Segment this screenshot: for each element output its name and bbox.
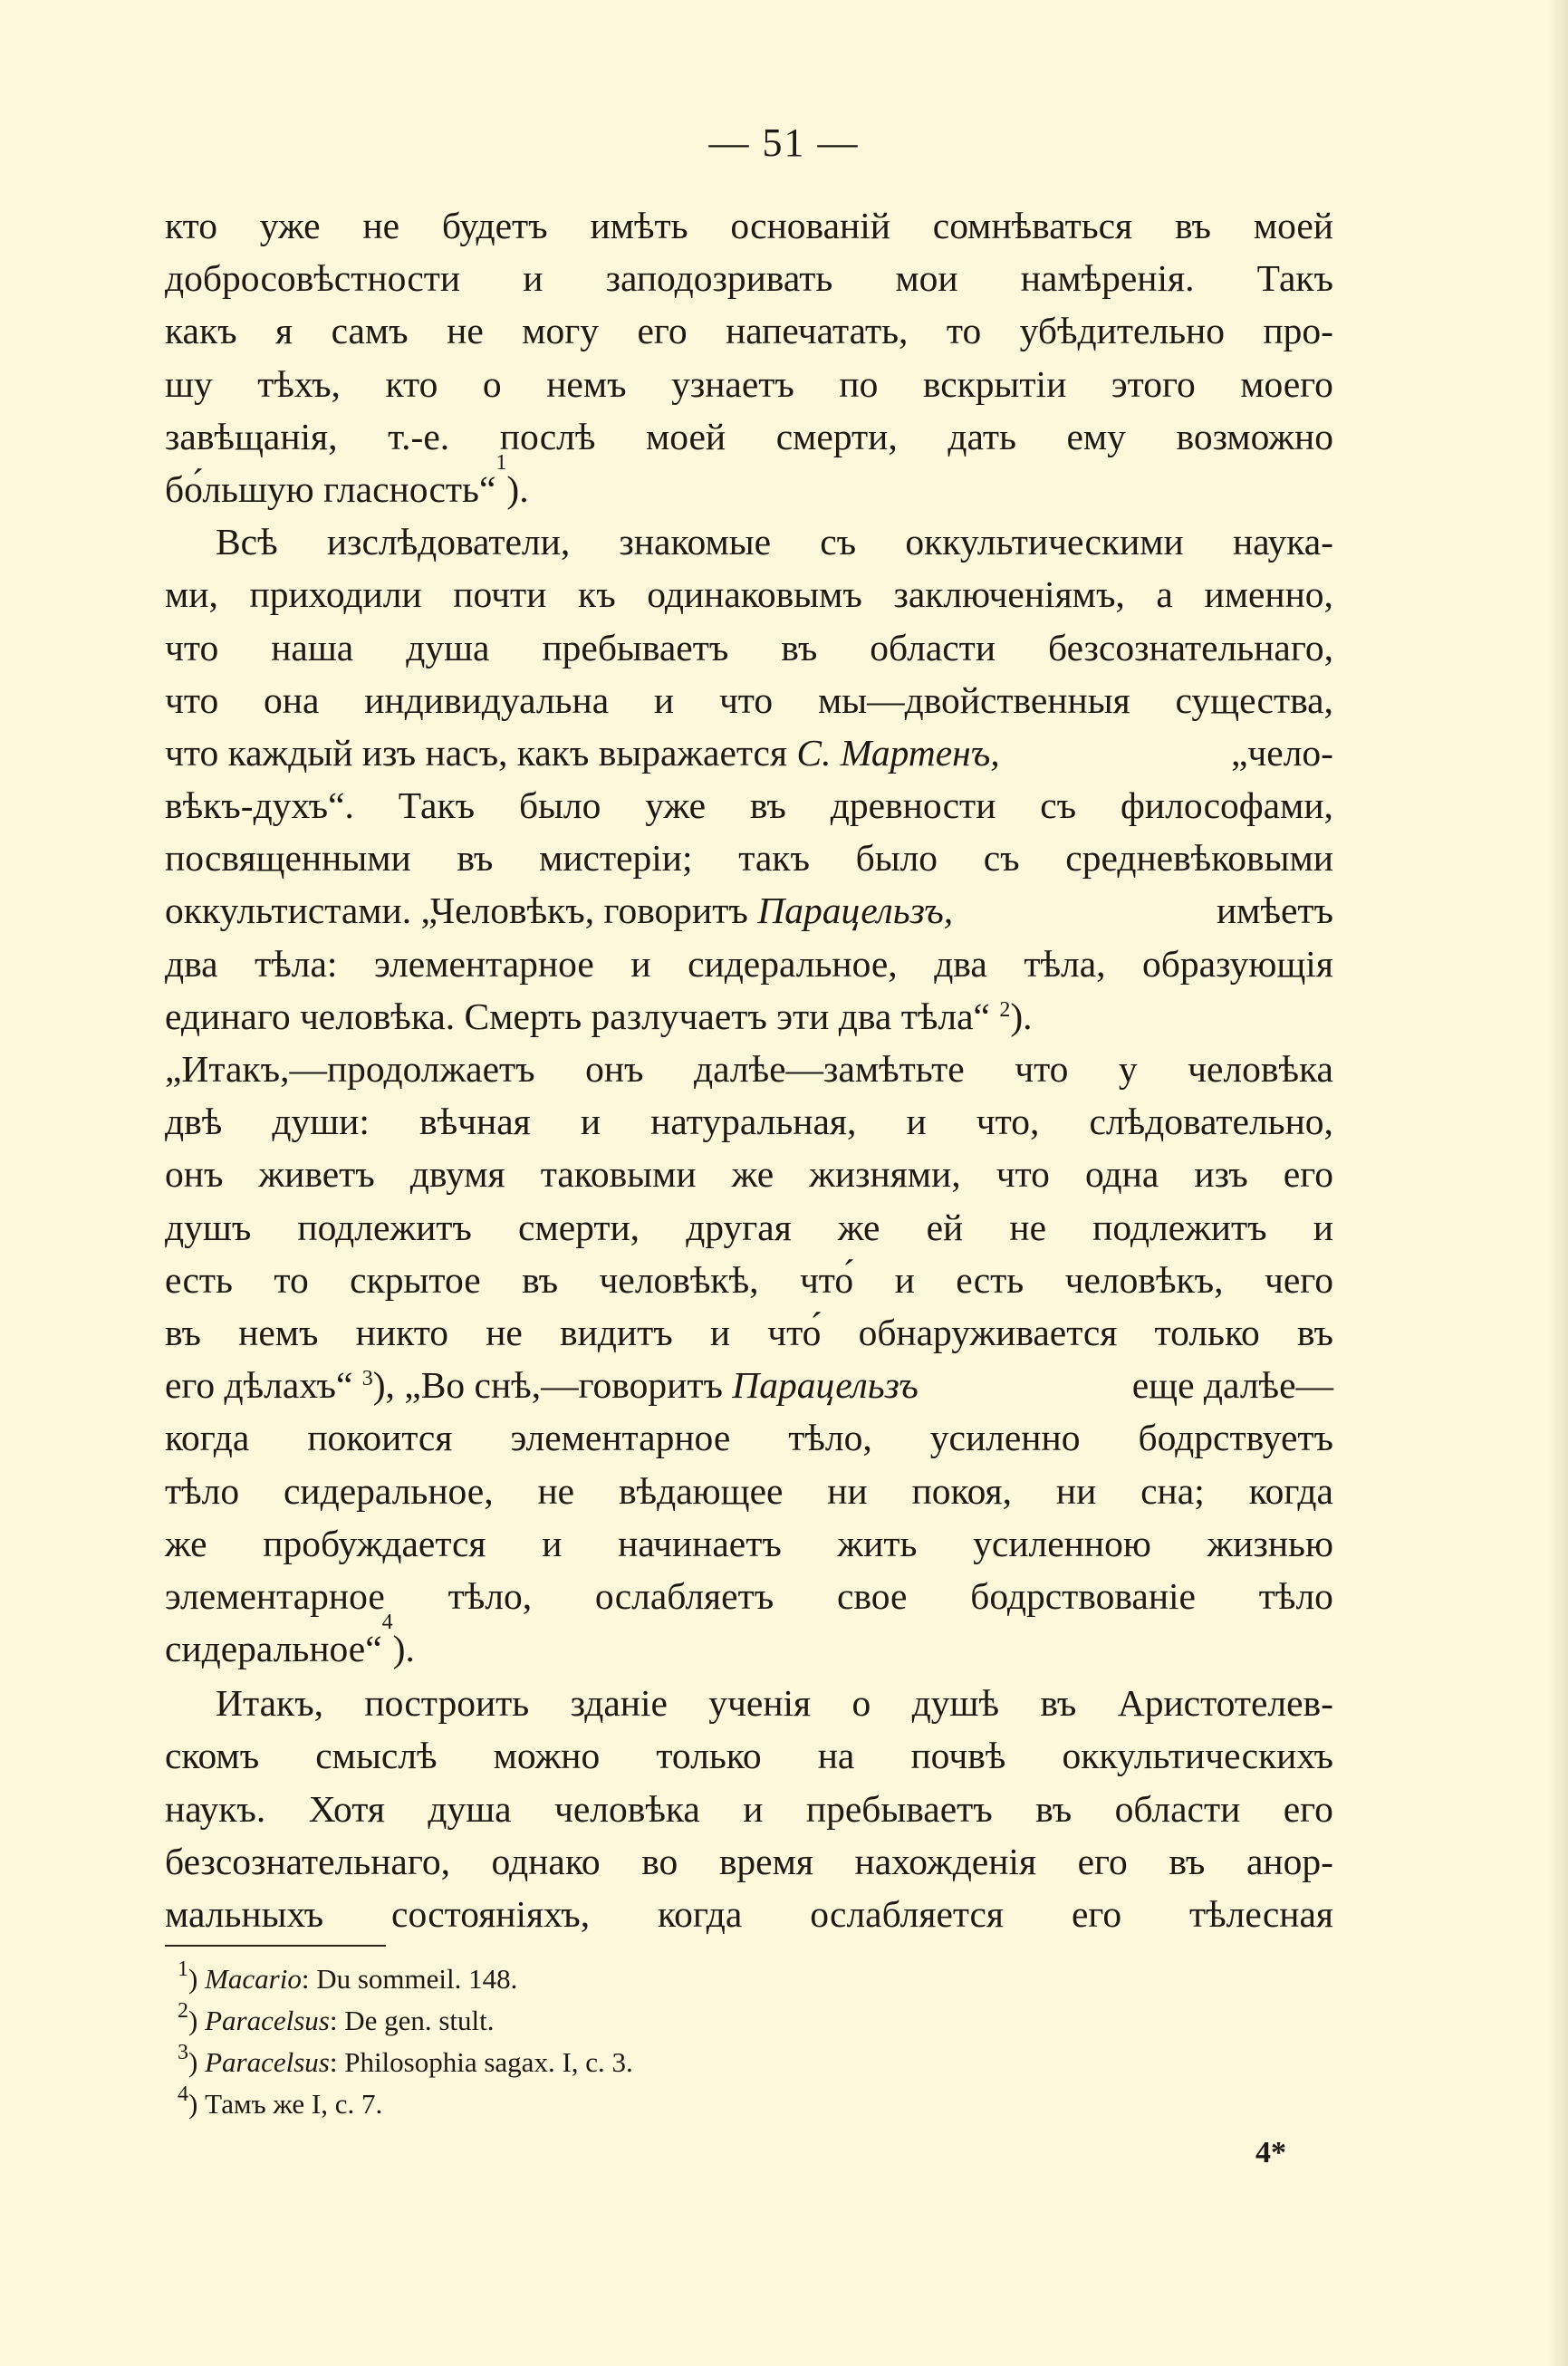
text-line: „Итакъ,—продолжаетъ онъ далѣе—замѣтьте что у человѣка bbox=[165, 1048, 1333, 1090]
text-line: наукъ. Хотя душа человѣка и пребываетъ въ области его bbox=[165, 1787, 1333, 1830]
text-line: двѣ души: вѣчная и натуральная, и что, слѣдовательно, bbox=[165, 1101, 1333, 1143]
text-line bbox=[165, 1359, 1333, 1411]
text-line: ми, приходили почти къ одинаковымъ заключеніямъ, а именно, bbox=[165, 573, 1333, 616]
footnote-ref: 4 bbox=[381, 1611, 393, 1635]
text-line: какъ я самъ не могу его напечатать, то убѣдительно про- bbox=[165, 310, 1333, 352]
text-line bbox=[165, 1611, 1333, 1675]
text-line: что наша душа пребываетъ въ области безсознательнаго, bbox=[165, 626, 1333, 668]
text-line: онъ живетъ двумя таковыми же жизнями, что одна изъ его bbox=[165, 1153, 1333, 1196]
footnote: $^4$) Тамъ же I, с. 7. bbox=[178, 2082, 383, 2120]
footnote-text: Тамъ же I, с. 7. bbox=[205, 2088, 383, 2120]
page-edge bbox=[1548, 0, 1568, 2366]
text-line: душъ подлежитъ смерти, другая же ей не подлежитъ и bbox=[165, 1206, 1333, 1248]
text-line: кто уже не будетъ имѣть основаній сомнѣваться въ моей bbox=[165, 205, 1333, 246]
footnote: $^1$) Macario: Du sommeil. 148. bbox=[178, 1957, 518, 1995]
text-line bbox=[165, 450, 1333, 515]
footnote-author: Macario bbox=[205, 1963, 302, 1995]
text-fragment: „чело- bbox=[1231, 731, 1333, 774]
text-line: добросовѣстности и заподозривать мои намѣренія. Такъ bbox=[165, 257, 1333, 300]
footnote-ref: 1 bbox=[495, 450, 507, 475]
text-line: въ немъ никто не видитъ и что́ обнаруживается только въ bbox=[165, 1311, 1333, 1353]
footnote-ref: 3 bbox=[361, 1367, 373, 1391]
author-name: Парацельзъ, bbox=[757, 890, 954, 932]
text-line: Всѣ изслѣдователи, знакомые съ оккультическими наука- bbox=[216, 521, 1333, 563]
author-name: С. Мартенъ, bbox=[796, 731, 1000, 774]
text-fragment: его дѣлахъ“ bbox=[165, 1364, 362, 1407]
text-line bbox=[165, 990, 1333, 1043]
footnote-text: : Philosophia sagax. I, c. 3. bbox=[329, 2046, 633, 2078]
text-fragment: имѣетъ bbox=[1216, 890, 1333, 932]
body-text bbox=[165, 199, 1333, 1940]
footnote-author: Paracelsus bbox=[205, 2046, 330, 2078]
text-line: тѣло сидеральное, не вѣдающее ни покоя, ни сна; когда bbox=[165, 1469, 1333, 1512]
text-line: же пробуждается и начинаетъ жить усиленною жизнью bbox=[165, 1522, 1333, 1564]
text-line: скомъ смыслѣ можно только на почвѣ оккультическихъ bbox=[165, 1735, 1333, 1777]
text-fragment: ), „Во снѣ,—говоритъ bbox=[372, 1364, 733, 1407]
text-line bbox=[165, 726, 1333, 779]
text-line: мальныхъ состояніяхъ, когда ослабляется его тѣлесная bbox=[165, 1893, 1333, 1935]
text-fragment: единаго человѣка. Смерть разлучаетъ эти два тѣла“ bbox=[165, 995, 1000, 1037]
footnote-ref: 2 bbox=[999, 997, 1011, 1022]
footnote-mark: 1 bbox=[178, 1957, 188, 1981]
footnote-mark: 3 bbox=[178, 2041, 188, 2064]
text-line: есть то скрытое въ человѣкѣ, что́ и есть человѣкъ, чего bbox=[165, 1258, 1333, 1301]
text-fragment: бо́льшую гласность“ bbox=[165, 467, 496, 510]
text-line: шу тѣхъ, кто о немъ узнаетъ по вскрытіи этого моего bbox=[165, 362, 1333, 405]
text-line: безсознательнаго, однако во время нахожденія его въ анор- bbox=[165, 1840, 1333, 1882]
footnote-mark: 2 bbox=[178, 1999, 188, 2023]
text-line bbox=[165, 884, 1333, 937]
text-fragment: ). bbox=[506, 467, 529, 510]
text-fragment: ). bbox=[1010, 995, 1033, 1037]
text-fragment: оккультистами. „Человѣкъ, говоритъ bbox=[165, 890, 758, 932]
footnote-author: Paracelsus bbox=[205, 2005, 330, 2036]
text-fragment: что каждый изъ насъ, какъ выражается bbox=[165, 731, 797, 774]
text-line: что она индивидуальна и что мы—двойственныя существа, bbox=[165, 678, 1333, 721]
text-line: вѣкъ-духъ“. Такъ было уже въ древности съ философами, bbox=[165, 784, 1333, 827]
text-line: когда покоится элементарное тѣло, усиленно бодрствуетъ bbox=[165, 1417, 1333, 1459]
footnote-mark: 4 bbox=[178, 2082, 188, 2106]
text-line: завѣщанія, т.-е. послѣ моей смерти, дать ему возможно bbox=[165, 415, 1333, 457]
text-line: Итакъ, построить зданіе ученія о душѣ въ Аристотелев- bbox=[216, 1682, 1333, 1725]
text-fragment: ). bbox=[392, 1628, 415, 1670]
author-name: Парацельзъ bbox=[732, 1364, 919, 1407]
text-fragment: еще далѣе— bbox=[1131, 1364, 1333, 1407]
footnote-text: : De gen. stult. bbox=[329, 2005, 495, 2036]
text-line: два тѣла: элементарное и сидеральное, два тѣла, образующія bbox=[165, 942, 1333, 985]
footnote: $^3$) Paracelsus: Philosophia sagax. I, c. 3. bbox=[178, 2041, 633, 2078]
footnote-divider bbox=[165, 1945, 386, 1947]
text-line: элементарное тѣло, ослабляетъ свое бодрствованіе тѣло bbox=[165, 1574, 1333, 1617]
footnotes bbox=[178, 1958, 633, 2125]
text-fragment: сидеральное“ bbox=[165, 1628, 382, 1670]
footnote-text: : Du sommeil. 148. bbox=[301, 1963, 518, 1995]
page-number: — 51 — bbox=[708, 120, 860, 165]
signature-mark: 4* bbox=[1255, 2136, 1286, 2169]
text-line: посвященными въ мистеріи; такъ было съ средневѣковыми bbox=[165, 837, 1333, 880]
footnote: $^2$) Paracelsus: De gen. stult. bbox=[178, 1999, 495, 2036]
